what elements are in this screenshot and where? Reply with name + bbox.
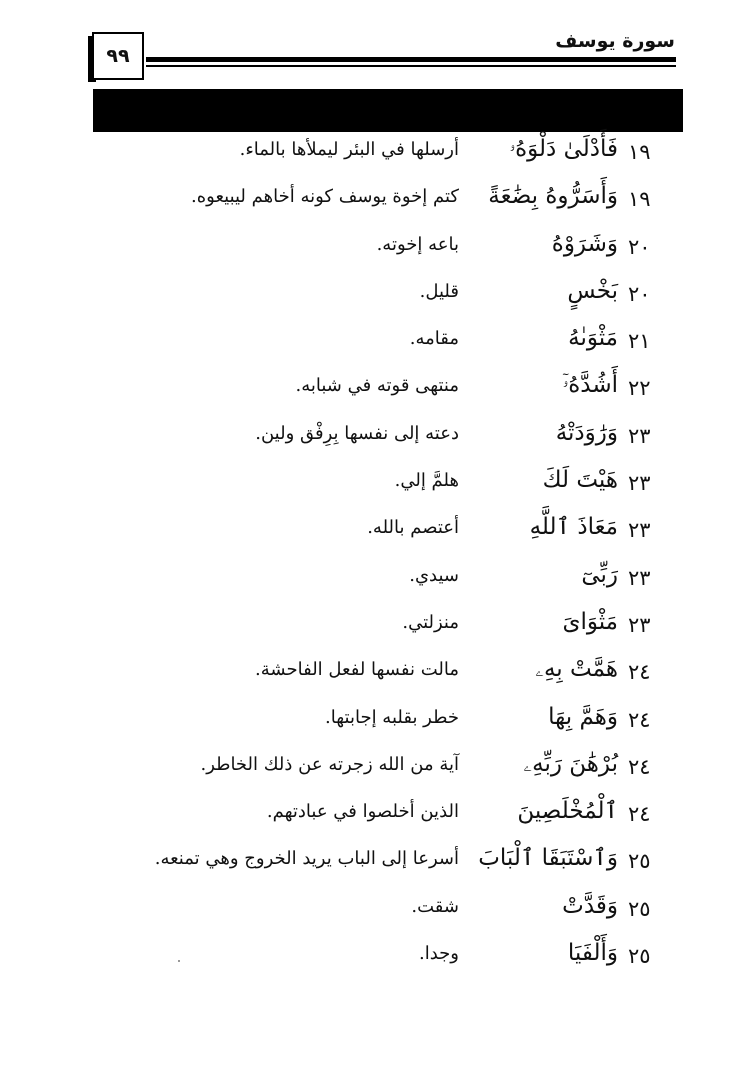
word-meaning: سيدي. <box>409 564 459 586</box>
verse-number: ١٩ <box>628 140 651 164</box>
page-number: ٩٩ <box>92 32 144 80</box>
list-item <box>0 229 755 276</box>
list-item <box>0 654 755 701</box>
word-meaning: خطر بقلبه إجابتها. <box>325 706 459 728</box>
surah-title: سورة يوسف <box>555 30 675 52</box>
word-meaning: قليل. <box>419 280 459 302</box>
quran-word: فَأَدْلَىٰ دَلْوَهُۥ <box>509 136 618 162</box>
verse-number: ٢٣ <box>628 518 651 543</box>
verse-number: ٢٣ <box>628 612 651 637</box>
word-meaning: كتم إخوة يوسف كونه أخاهم ليبيعوه. <box>191 186 459 208</box>
verse-number: ٢٥ <box>628 849 651 874</box>
word-meaning: باعه إخوته. <box>376 233 459 255</box>
page-header <box>0 0 755 90</box>
list-item <box>0 560 755 607</box>
list-item <box>0 134 755 181</box>
quran-word: هَمَّتْ بِهِۦ <box>535 656 618 683</box>
quran-word: مَثْوَىٰهُ <box>568 325 618 352</box>
word-meaning: أعتصم بالله. <box>367 517 459 539</box>
word-meaning: منتهى قوته في شبابه. <box>295 375 459 397</box>
scan-speck <box>178 960 180 962</box>
quran-word: هَيْتَ لَكَ <box>542 467 618 494</box>
header-rule-thick <box>146 57 676 62</box>
quran-word: رَبِّىٓ <box>581 561 618 588</box>
verse-number: ٢٠ <box>628 281 651 306</box>
verse-number: ٢٠ <box>628 234 651 259</box>
list-item <box>0 512 755 559</box>
list-item <box>0 418 755 465</box>
word-meaning: الذين أخلصوا في عبادتهم. <box>266 801 459 823</box>
list-item <box>0 276 755 323</box>
list-item <box>0 891 755 938</box>
verse-number: ١٩ <box>628 187 651 212</box>
quran-word: وَشَرَوْهُ <box>551 230 618 257</box>
quran-word: بُرْهَٰنَ رَبِّهِۦ <box>523 750 618 777</box>
word-meaning: وجدا. <box>419 943 459 965</box>
list-item <box>0 370 755 417</box>
verse-number: ٢٤ <box>628 802 651 827</box>
verse-number: ٢١ <box>628 329 651 354</box>
quran-word: أَشُدَّهُۥٓ <box>562 372 618 399</box>
word-meaning: مالت نفسها لفعل الفاحشة. <box>255 659 459 681</box>
verse-number: ٢٤ <box>628 707 651 732</box>
quran-word: وَأَلْفَيَا <box>567 940 618 967</box>
list-item <box>0 843 755 890</box>
verse-number: ٢٣ <box>628 565 651 590</box>
quran-word: بَخْسٍ <box>567 277 618 304</box>
word-meaning: شقت. <box>411 895 459 917</box>
quran-word: مَعَاذَ ٱللَّهِ <box>529 514 618 541</box>
list-item <box>0 465 755 512</box>
word-meaning: مقامه. <box>409 328 459 350</box>
quran-word: وَقَدَّتْ <box>562 892 618 919</box>
list-item <box>0 181 755 228</box>
verse-number: ٢٥ <box>628 944 651 969</box>
quran-word: وَرَٰوَدَتْهُ <box>555 419 618 446</box>
quran-word: مَثْوَاىَ <box>562 608 618 635</box>
word-meaning: أسرعا إلى الباب يريد الخروج وهي تمنعه. <box>154 848 459 870</box>
word-meaning: هلمَّ إلي. <box>394 470 459 492</box>
list-item <box>0 749 755 796</box>
header-rule-thin <box>146 65 676 67</box>
list-item <box>0 323 755 370</box>
word-meaning: آية من الله زجرته عن ذلك الخاطر. <box>200 753 459 775</box>
word-meaning: دعته إلى نفسها بِرِفْق ولين. <box>255 422 459 444</box>
word-meaning: منزلتي. <box>402 611 459 633</box>
verse-number: ٢٤ <box>628 754 651 779</box>
quran-word: وَٱسْتَبَقَا ٱلْبَابَ <box>478 845 618 872</box>
header-black-band <box>93 89 683 132</box>
list-item <box>0 607 755 654</box>
verse-number: ٢٥ <box>628 896 651 921</box>
verse-number: ٢٣ <box>628 471 651 496</box>
list-item <box>0 938 755 985</box>
list-item <box>0 702 755 749</box>
quran-word: وَأَسَرُّوهُ بِضَٰعَةً <box>488 183 618 210</box>
vocabulary-list <box>0 134 755 985</box>
verse-number: ٢٢ <box>628 376 651 401</box>
verse-number: ٢٤ <box>628 660 651 685</box>
quran-word: ٱلْمُخْلَصِينَ <box>517 798 618 825</box>
verse-number: ٢٣ <box>628 423 651 448</box>
word-meaning: أرسلها في البئر ليملأها بالماء. <box>239 139 459 160</box>
quran-word: وَهَمَّ بِهَا <box>548 703 618 730</box>
list-item <box>0 796 755 843</box>
